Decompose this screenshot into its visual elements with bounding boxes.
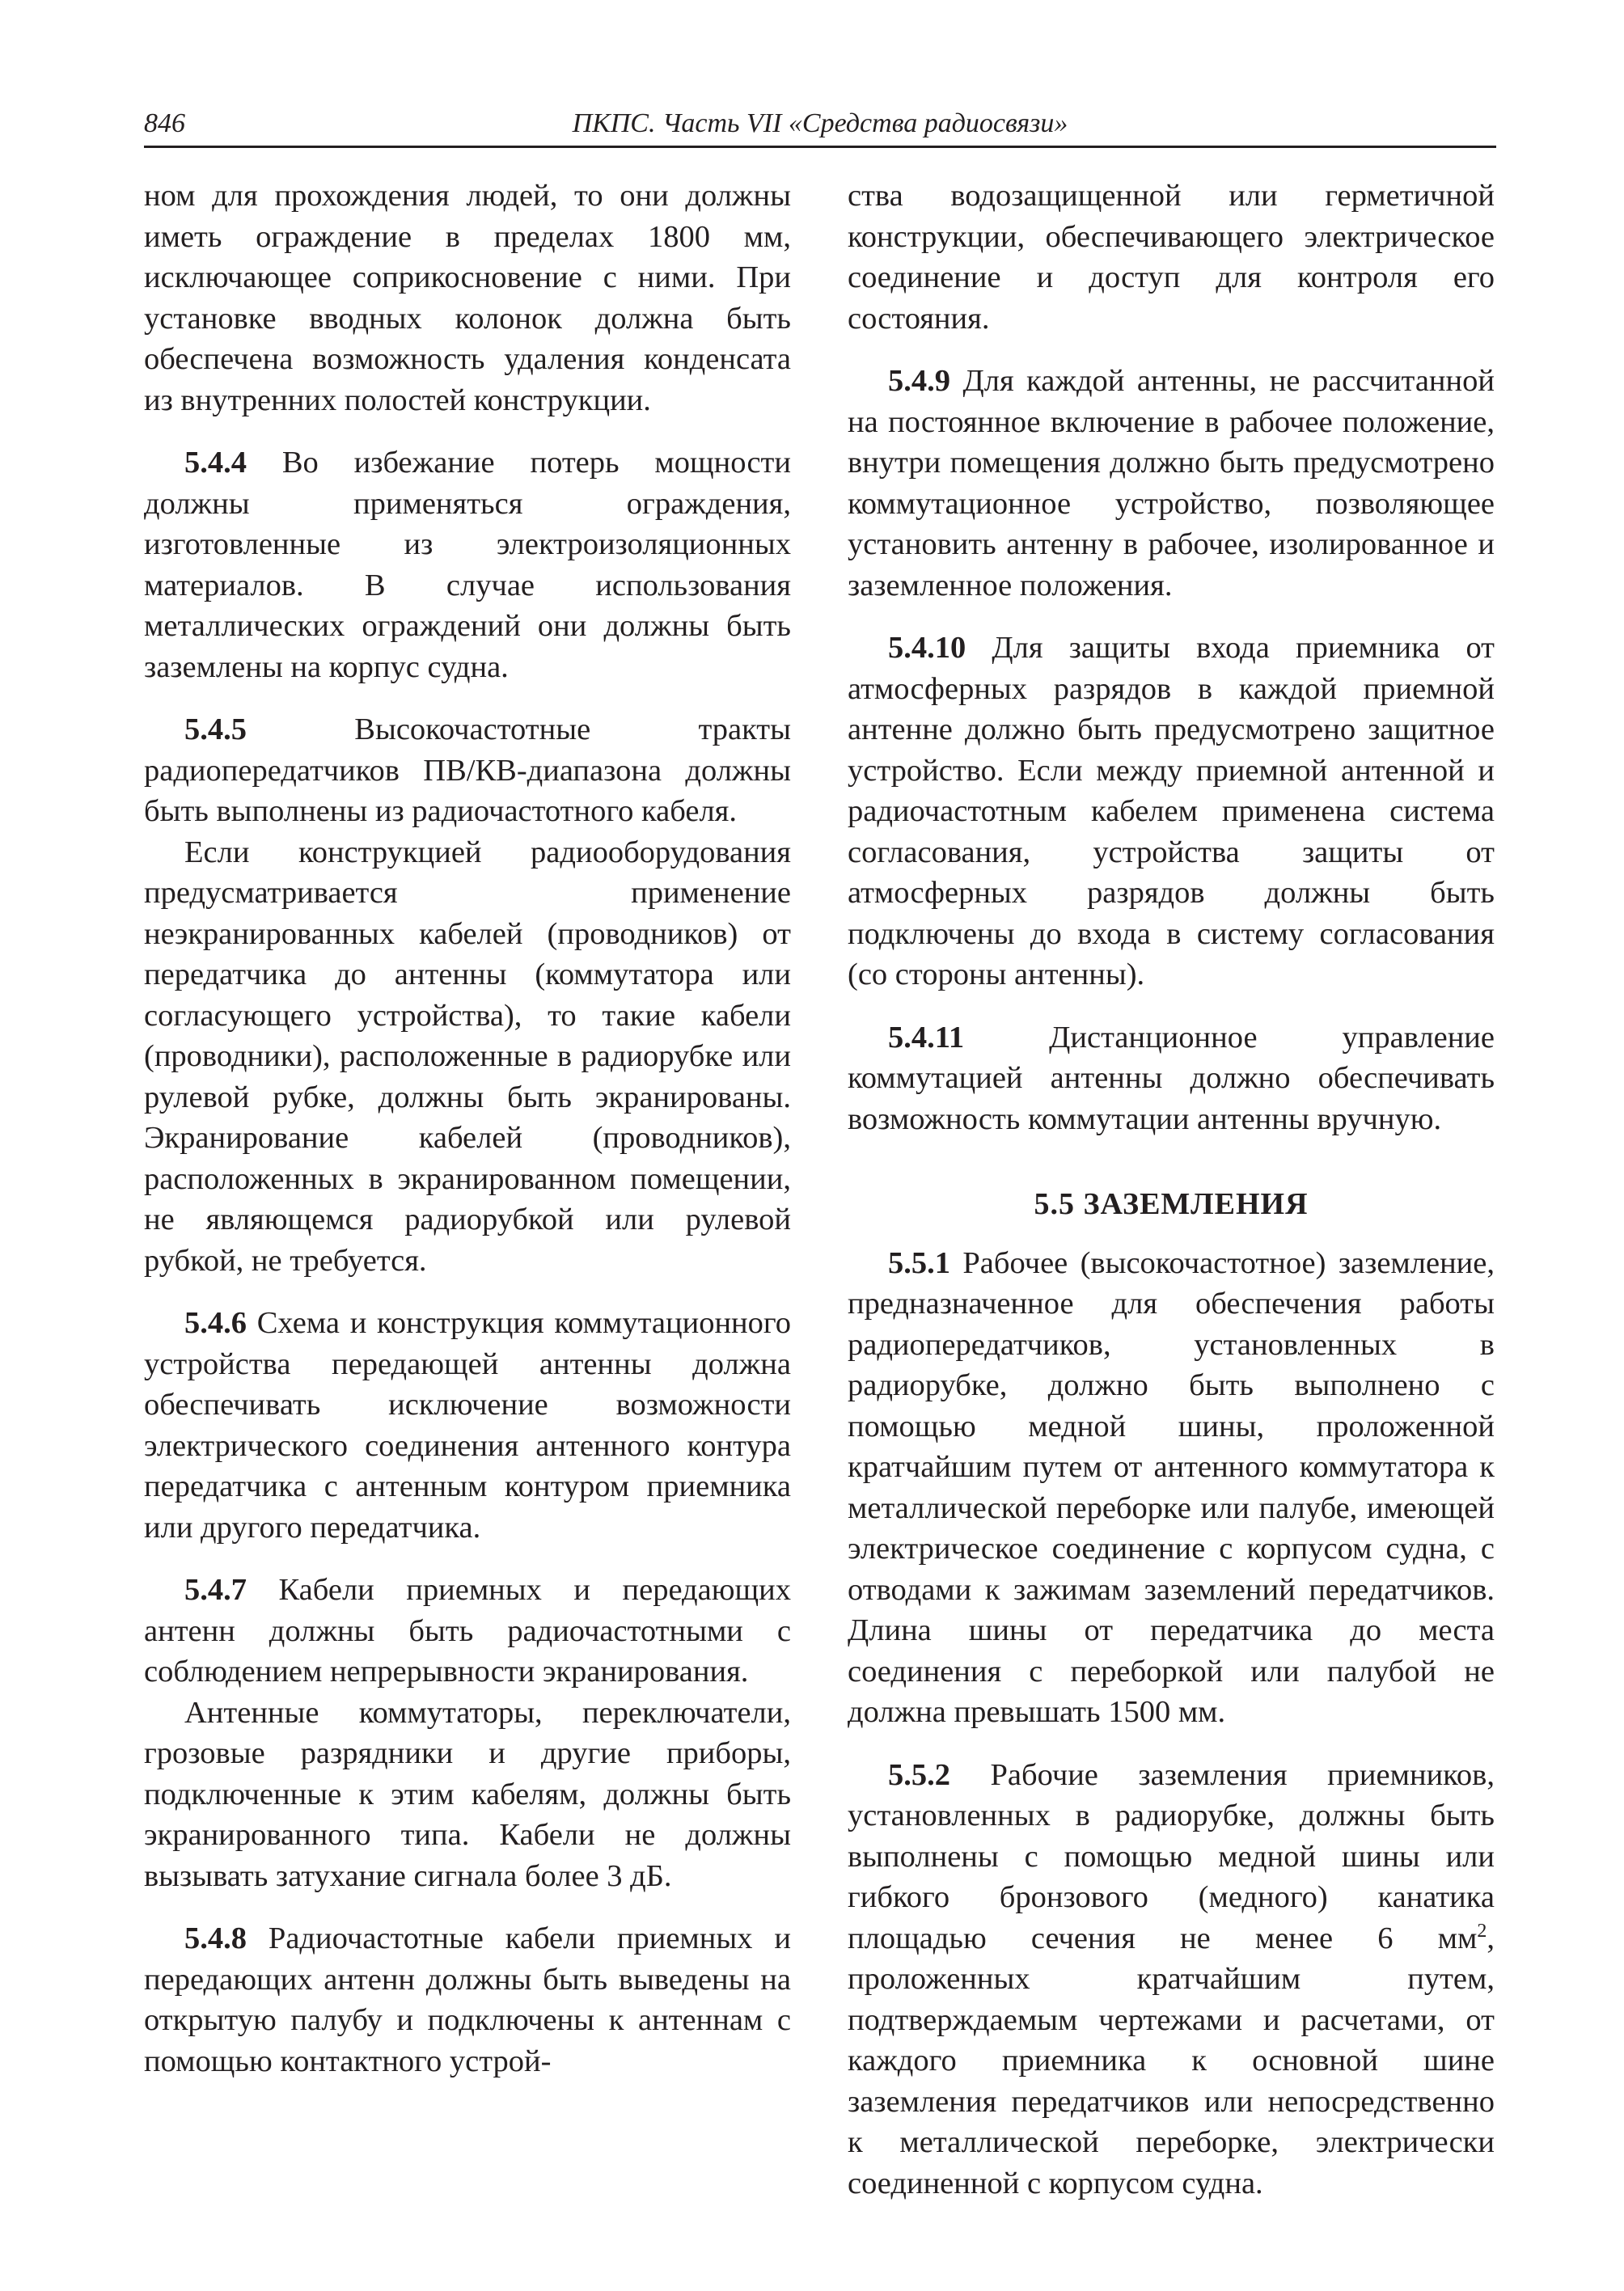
clause-5-4-7-paragraph-2 <box>144 1693 791 1897</box>
clause-number: 5.4.7 <box>184 1573 247 1607</box>
clause-5-4-8 <box>144 1918 791 2082</box>
clause-text: Для каждой антенны, не рассчитанной на постоянное включение в рабочее положение, внутри помещения должно быть предусмотрено коммутационное устройство, позволяющее установить антенну в рабочее, изолированное и заземленное положения. <box>848 364 1495 602</box>
clause-5-5-2 <box>848 1755 1495 2204</box>
clause-5-4-4 <box>144 442 791 687</box>
paragraph-text: ном для прохождения людей, то они должны иметь ограждение в пределах 1800 мм, исключающее соприкосновение с ними. При установке вводных колонок должна быть обеспечена возможность удаления конденсата из внутренних полостей конструкции. <box>144 179 791 417</box>
clause-text: Высокочастотные тракты радиопередатчиков ПВ/КВ-диапазона должны быть выполнены из радиочастотного кабеля. <box>144 712 791 828</box>
clause-5-4-7 <box>144 1570 791 1693</box>
section-heading: 5.5 ЗАЗЕМЛЕНИЯ <box>1034 1187 1309 1221</box>
clause-text: Кабели приемных и передающих антенн должны быть радиочастотными с соблюдением непрерывности экранирования. <box>144 1573 791 1689</box>
superscript: 2 <box>1477 1920 1487 1942</box>
clause-5-4-11 <box>848 1017 1495 1140</box>
clause-number: 5.4.6 <box>184 1306 247 1340</box>
clause-5-4-5-paragraph-2 <box>144 832 791 1282</box>
clause-text: Радиочастотные кабели приемных и передающих антенн должны быть выведены на открытую палубу и подключены к антеннам с помощью контактного устрой- <box>144 1921 792 2078</box>
clause-number: 5.4.9 <box>888 364 950 398</box>
running-title: ПКПС. Часть VII «Средства радиосвязи» <box>572 108 1068 138</box>
left-column <box>144 175 791 2082</box>
clause-number: 5.4.4 <box>184 446 247 480</box>
clause-number: 5.4.10 <box>888 631 966 665</box>
clause-number: 5.5.2 <box>888 1757 950 1792</box>
clause-5-4-5 <box>144 709 791 832</box>
clause-text: Рабочее (высокочастотное) заземление, предназначенное для обеспечения работы радиопередатчиков, установленных в радиорубке, должно быть выполнено с помощью медной шины, проложенной кратчайшим путем от антенного коммутатора к металлической переборке или палубе, имеющей электрическое соединение с корпусом судна, с отводами к зажимам заземлений передатчиков. Длина шины от передатчика до места соединения с переборкой или палубой не должна превышать 1500 мм. <box>848 1245 1495 1729</box>
clause-5-5-1 <box>848 1243 1495 1733</box>
clause-number: 5.4.11 <box>888 1020 965 1055</box>
paragraph-text: Если конструкцией радиооборудования предусматривается применение неэкранированных кабелей (проводников) от передатчика до антенны (коммутатора или согласующего устройства), то такие кабели (проводники), расположенные в радиорубке или рулевой рубке, должны быть экранированы. Экранирование кабелей (проводников), расположенных в экранированном помещении, не являющемся радиорубкой или рулевой рубкой, не требуется. <box>144 835 791 1278</box>
clause-text-continued: , проложенных кратчайшим путем, подтверждаемым чертежами и расчетами, от каждого приемника к основной шине заземления передатчиков или непосредственно к металлической переборке, электрически соединенной с корпусом судна. <box>848 1921 1495 2200</box>
clause-text: Рабочие заземления приемников, установленных в радиорубке, должны быть выполнены с помощью медной шины или гибкого бронзового (медного) канатика площадью сечения не менее 6 мм <box>848 1757 1495 1955</box>
clause-5-4-6 <box>144 1303 791 1548</box>
paragraph-continuation <box>144 175 791 421</box>
clause-5-4-9 <box>848 361 1495 606</box>
paragraph-continuation <box>848 175 1495 339</box>
clause-text: Схема и конструкция коммутационного устройства передающей антенны должна обеспечивать исключение возможности электрического соединения антенного контура передатчика с антенным контуром приемника или другого передатчика. <box>144 1306 791 1545</box>
clause-number: 5.5.1 <box>888 1245 950 1280</box>
paragraph-text: Антенные коммутаторы, переключатели, грозовые разрядники и другие приборы, подключенные к этим кабелям, должны быть экранированного типа. Кабели не должны вызывать затухание сигнала более 3 дБ. <box>144 1695 791 1893</box>
clause-text: Дистанционное управление коммутацией антенны должно обеспечивать возможность коммутации антенны вручную. <box>848 1020 1495 1136</box>
clause-number: 5.4.8 <box>184 1921 247 1955</box>
page-number: 846 <box>144 108 185 138</box>
clause-number: 5.4.5 <box>184 712 247 746</box>
clause-text: Для защиты входа приемника от атмосферных разрядов в каждой приемной антенне должно быть предусмотрено защитное устройство. Если между приемной антенной и радиочастотным кабелем применена система согласования, устройства защиты от атмосферных разрядов должны быть подключены до входа в систему согласования (со стороны антенны). <box>848 631 1495 991</box>
running-header <box>144 105 1496 148</box>
clause-5-4-10 <box>848 628 1495 995</box>
right-column <box>848 175 1495 2204</box>
clause-text: Во избежание потерь мощности должны применяться ограждения, изготовленные из электроизоляционных материалов. В случае использования металлических ограждений они должны быть заземлены на корпус судна. <box>144 446 791 684</box>
paragraph-text: ства водозащищенной или герметичной конструкции, обеспечивающего электрическое соединение и доступ для контроля его состояния. <box>848 179 1495 336</box>
